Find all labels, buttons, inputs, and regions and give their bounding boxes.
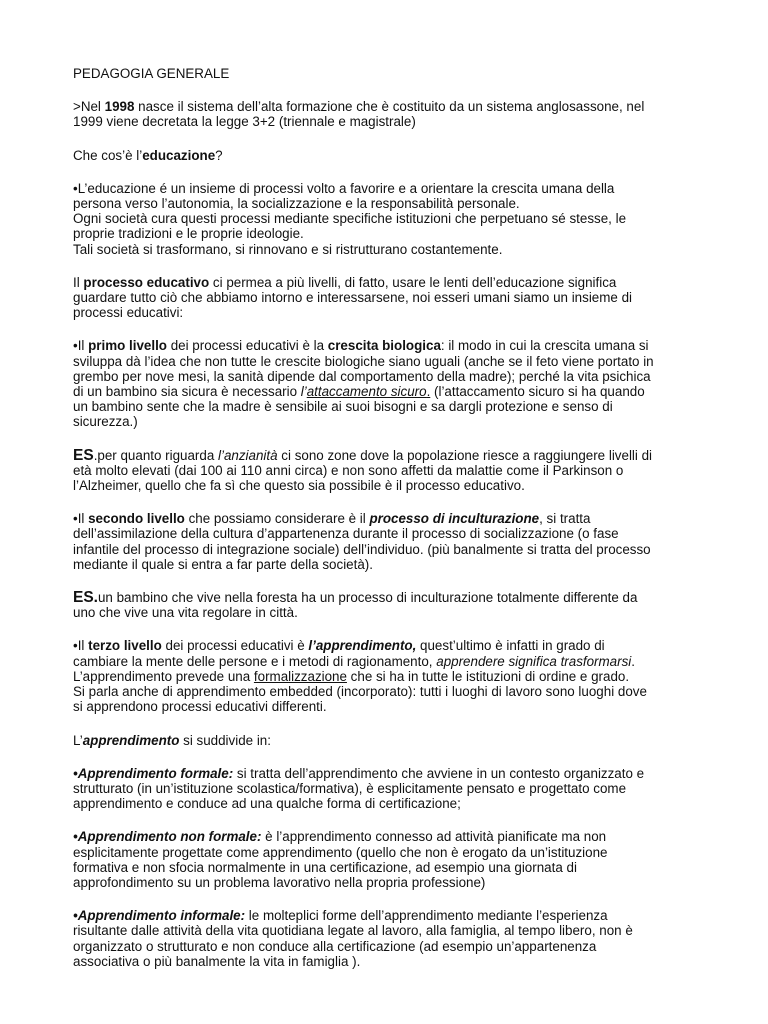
educational-process-paragraph (73, 275, 698, 321)
third-level-text-c: dei processi educativi è (161, 638, 309, 654)
intro-line-1 (73, 99, 698, 114)
second-level-line-4: mediante il quale si entra a far parte della società). (73, 556, 373, 572)
informal-learning-text: le molteplici forme dell’apprendimento mediante l’esperienza (245, 908, 608, 924)
third-level-line-1 (73, 638, 698, 653)
question-text-a: Che cos’è l’ (73, 147, 143, 163)
second-level-text-a: •Il (73, 511, 89, 527)
intro-text-b: nasce il sistema dell’alta formazione che è costituito da un sistema anglosassone, nel (134, 99, 645, 115)
first-level-line-2: sviluppa dà l’idea che non tutte le crescite biologiche siano uguali (anche se il feto viene portato in (73, 353, 654, 369)
formalization-term: formalizzazione (253, 668, 347, 684)
example-aging-text-c: ci sono zone dove la popolazione riesce a raggiungere livelli di (277, 447, 653, 463)
intro-year: 1998 (104, 99, 135, 115)
second-level-line-2: dell’assimilazione della cultura d’appartenenza durante il processo di socializzazione (o fase (73, 526, 619, 542)
definition-line-5: Tali società si trasformano, si rinnovano e si ristrutturano costantemente. (73, 241, 503, 257)
informal-learning-line-1 (73, 908, 698, 923)
informal-learning-term: •Apprendimento informale: (73, 908, 246, 924)
third-level-keyword: terzo livello (88, 638, 162, 654)
second-level-line-3: infantile del processo di integrazione sociale) dell’individuo. (più banalmente si tratta del processo (73, 541, 651, 557)
formal-learning-paragraph (73, 766, 698, 812)
first-level-line-4 (73, 384, 698, 399)
second-level-text-c: che possiamo considerare è il (184, 511, 370, 527)
aging-term: l’anzianità (218, 447, 278, 463)
definition-line-2: persona verso l’autonomia, la socializzazione e la responsabilità personale. (73, 196, 520, 212)
secure-attachment-term: attaccamento sicuro (306, 384, 427, 400)
example-forest-line-1 (73, 590, 698, 605)
process-keyword: processo educativo (83, 274, 210, 290)
learning-intro-text-a: L’ (73, 732, 83, 748)
third-level-paragraph (73, 638, 698, 714)
non-formal-learning-line-1 (73, 829, 698, 844)
third-level-text-3c: che si ha in tutte le istituzioni di ordine e grado. (346, 668, 630, 684)
question-text-c: ? (215, 147, 223, 163)
formal-learning-line-2: strutturato (in un’istituzione scolastica/formativa), è esplicitamente pensato e progettato come (73, 780, 627, 796)
example-forest-line-2: uno che vive una vita regolare in città. (73, 605, 298, 621)
first-level-line-6: sicurezza.) (73, 414, 138, 430)
third-level-text-e: quest’ultimo è infatti in grado di (416, 638, 605, 654)
third-level-text-2a: cambiare la mente delle persone e i metodi di ragionamento, (73, 653, 437, 669)
question-line (73, 148, 698, 163)
non-formal-learning-term: •Apprendimento non formale: (73, 829, 262, 845)
intro-line-2: 1999 viene decretata la legge 3+2 (triennale e magistrale) (73, 114, 416, 130)
third-level-line-4: Si parla anche di apprendimento embedded (incorporato): tutti i luoghi di lavoro sono luoghi dove (73, 684, 647, 700)
second-level-line-1 (73, 511, 698, 526)
second-level-text-e: , si tratta (539, 511, 591, 527)
formal-learning-text: si tratta dell’apprendimento che avviene in un contesto organizzato e (233, 765, 645, 781)
informal-learning-paragraph (73, 908, 698, 969)
definition-line-4: proprie tradizioni e le proprie ideologie. (73, 226, 304, 242)
learning-intro-line (73, 733, 698, 748)
non-formal-learning-line-3: formativa e non sfocia normalmente in una certificazione, ad esempio una giornata di (73, 859, 577, 875)
formal-learning-line-1 (73, 766, 698, 781)
intro-text-a: >Nel (73, 99, 105, 115)
second-level-paragraph (73, 511, 698, 572)
learning-keyword: l’apprendimento, (308, 638, 417, 654)
first-level-keyword: primo livello (88, 338, 167, 354)
process-text-c: ci permea a più livelli, di fatto, usare le lenti dell’educazione significa (209, 274, 617, 290)
first-level-text-c: dei processi educativi è la (166, 338, 328, 354)
informal-learning-line-3: organizzato o strutturato e non conduce alla certificazione (ad esempio un’appartenenza (73, 938, 597, 954)
question-keyword: educazione (142, 147, 216, 163)
non-formal-learning-line-4: approfondimento su un problema lavorativo nella propria professione) (73, 874, 486, 890)
first-level-text-4a: di un bambino sia sicura è necessario (73, 384, 301, 400)
first-level-text-4e: (l’attaccamento sicuro si ha quando (430, 384, 645, 400)
formal-learning-line-3: apprendimento e conduce ad una qualche forma di certificazione; (73, 796, 461, 812)
inculturation-keyword: processo di inculturazione (369, 511, 540, 527)
first-level-text-a: •Il (73, 338, 89, 354)
first-level-line-5: un bambino sente che la madre è sensibile ai suoi bisogni e sa dargli protezione e senso di (73, 399, 613, 415)
non-formal-learning-paragraph (73, 829, 698, 890)
first-level-text-4d: . (426, 384, 431, 400)
non-formal-learning-text: è l’apprendimento connesso ad attività pianificate ma non (261, 829, 607, 845)
third-level-line-3 (73, 669, 698, 684)
learning-definition: apprendere significa trasformarsi (436, 653, 632, 669)
example-aging-line-3: l’Alzheimer, quello che fa sì che questo sia possibile è il processo educativo. (73, 478, 525, 494)
first-level-paragraph (73, 338, 698, 429)
second-level-keyword: secondo livello (88, 511, 185, 527)
definition-paragraph (73, 181, 698, 257)
definition-line-3: Ogni società cura questi processi mediante specifiche istituzioni che perpetuano sé stesse, le (73, 211, 627, 227)
third-level-text-2c: . (631, 653, 635, 669)
learning-intro-text-c: si suddivide in: (179, 732, 271, 748)
example-label: ES. (73, 589, 98, 607)
example-aging-line-2: età molto elevati (dai 100 ai 110 anni circa) e non sono affetti da malattie come il Parkinson o (73, 462, 624, 478)
formal-learning-term: •Apprendimento formale: (73, 765, 234, 781)
learning-intro-keyword: apprendimento (82, 732, 180, 748)
title-text: PEDAGOGIA GENERALE (73, 66, 230, 81)
first-level-line-3: grembo per nove mesi, la sanità dipende dal comportamento della madre); perché la vita psichica (73, 368, 651, 384)
process-line-2: guardare tutto ciò che abbiamo intorno e interessarsene, noi esseri umani siamo un insieme di (73, 290, 632, 306)
informal-learning-line-4: associativa o più banalmente la vita in famiglia ). (73, 953, 361, 969)
example-label: ES (73, 446, 94, 464)
document-title (73, 66, 698, 81)
third-level-text-a: •Il (73, 638, 89, 654)
third-level-line-5: si apprendono processi educativi differenti. (73, 699, 327, 715)
first-level-text-e: : il modo in cui la crescita umana si (440, 338, 649, 354)
example-aging-paragraph (73, 448, 698, 494)
learning-intro-paragraph (73, 733, 698, 748)
definition-line-1: •L’educazione é un insieme di processi volto a favorire e a orientare la crescita umana della (73, 180, 615, 196)
process-line-1 (73, 275, 698, 290)
non-formal-learning-line-2: esplicitamente progettate come apprendimento (quello che non è erogato da un’istituzione (73, 844, 608, 860)
example-aging-text-a: .per quanto riguarda (93, 447, 219, 463)
third-level-text-3a: L’apprendimento prevede una (73, 668, 254, 684)
informal-learning-line-2: risultante dalle attività della vita quotidiana legate al lavoro, alla famiglia, al tempo libero, non è (73, 923, 633, 939)
question-paragraph (73, 148, 698, 163)
example-forest-paragraph (73, 590, 698, 620)
example-forest-text: un bambino che vive nella foresta ha un processo di inculturazione totalmente differente da (97, 590, 638, 606)
first-level-line-1 (73, 338, 698, 353)
process-line-3: processi educativi: (73, 305, 184, 321)
example-aging-line-1 (73, 448, 698, 463)
third-level-line-2 (73, 654, 698, 669)
first-level-text-4b: l’ (300, 384, 307, 400)
intro-paragraph (73, 99, 698, 129)
process-text-a: Il (73, 274, 84, 290)
biological-growth-keyword: crescita biologica (327, 338, 441, 354)
